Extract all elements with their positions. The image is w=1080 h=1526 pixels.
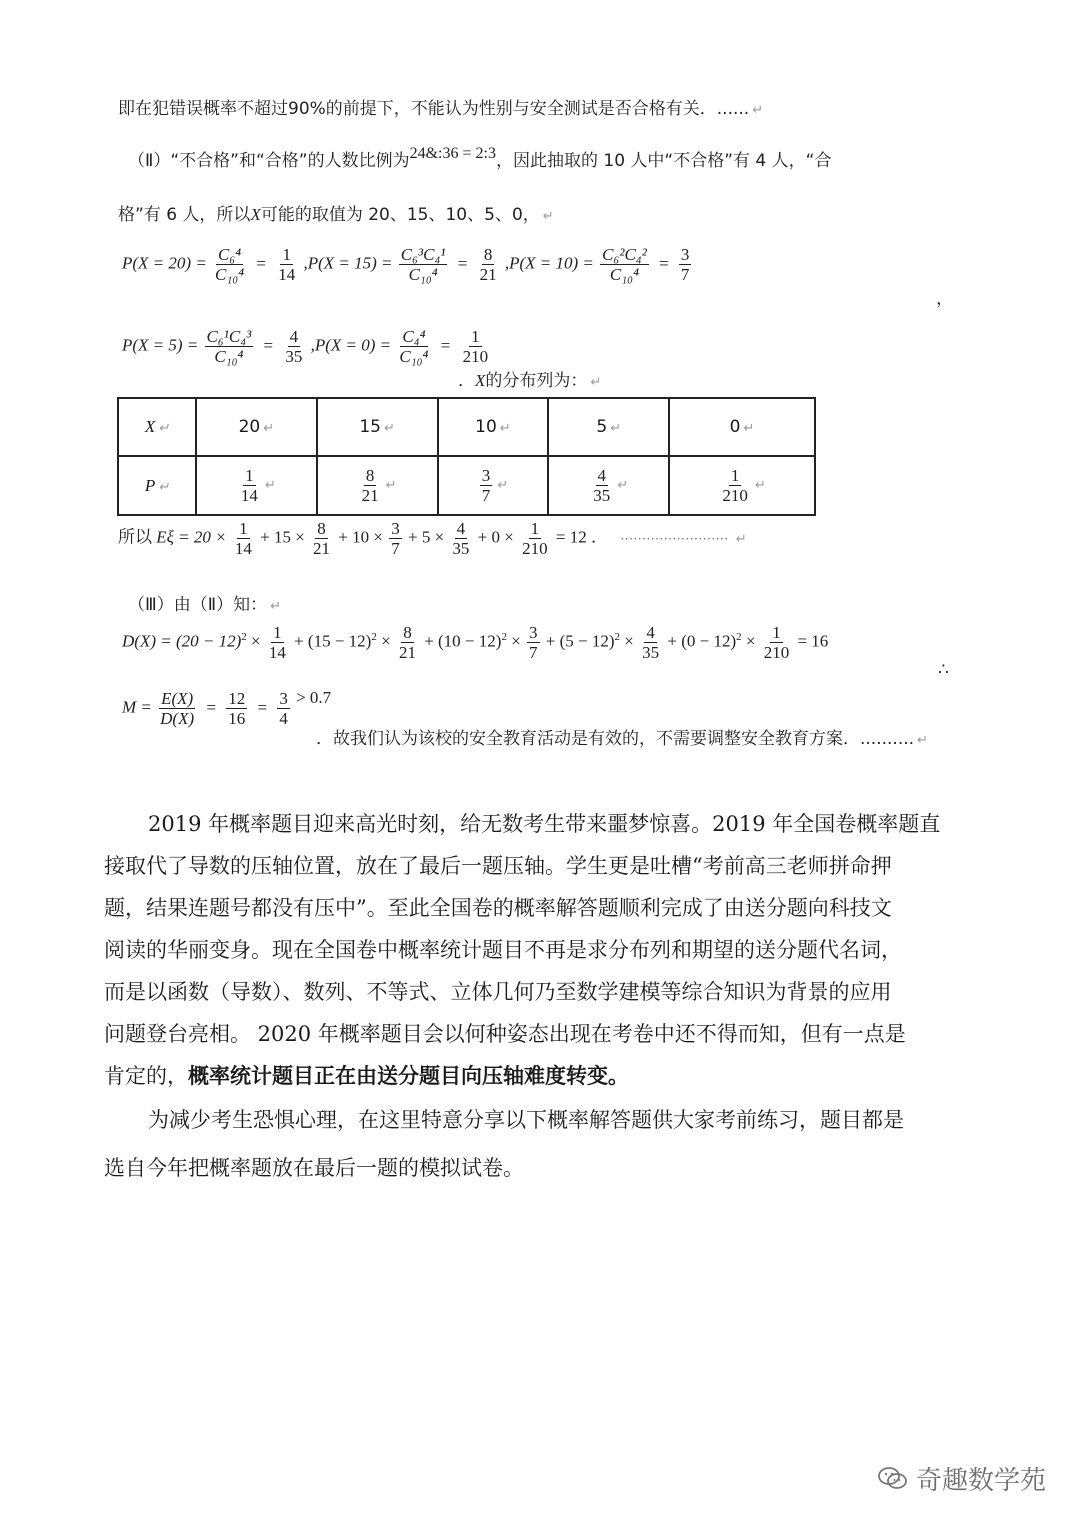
- variance-line: [122, 624, 828, 662]
- article-line: 接取代了导数的压轴位置，放在了最后一题压轴。学生更是吐槽“考前高三老师拼命押: [104, 854, 892, 878]
- p-den: 21: [361, 486, 379, 505]
- expect-term: + 0 ×: [477, 527, 514, 547]
- article-bold-statement: 概率统计题目正在由送分题目向压轴难度转变。: [188, 1064, 629, 1088]
- prob-line-1: P(X = 20) = $\frac{\text{C₆⁴}}{\text{C₁₀⁴}}$ = $\frac{1}{14}$ ,P(X = 15) = $\frac{\text{C₆³C₄¹}}{\text{C₁₀⁴}}$ = $\frac{8}{21}$ ,P(X = 10) = $\frac{\text{C₆²C₄²}}{\text{C₁₀⁴}}$ = $\frac{3}{7}$: [122, 245, 690, 285]
- dist-label-text: 的分布列为：: [485, 371, 588, 391]
- trailing-comma: ，: [936, 289, 953, 308]
- expect-frac-den: 14: [234, 539, 252, 559]
- article-line: 阅读的华丽变身。现在全国卷中概率统计题目不再是求分布列和期望的送分题代名词，: [104, 938, 902, 962]
- var-frac-num: 8: [403, 623, 412, 642]
- m-den: D(X): [160, 709, 195, 729]
- values-line-prefix: 格”有 6 人，所以: [118, 205, 251, 225]
- expect-frac-num: 8: [317, 519, 326, 538]
- p20-lhs: P(X = 20) =: [122, 253, 207, 273]
- m-v2-den: 4: [279, 709, 288, 729]
- expect-frac-num: 3: [391, 519, 400, 538]
- square-sup: 2: [614, 631, 621, 644]
- p10-value-den: 7: [680, 265, 690, 285]
- m-num: E(X): [161, 689, 194, 708]
- p15-comb-num: C₆³C₄¹: [400, 245, 446, 264]
- var-frac-num: 4: [646, 623, 655, 642]
- expect-lhs: Eξ = 20 ×: [156, 527, 227, 547]
- article-line: 为减少考生恐惧心理，在这里特意分享以下概率解答题供大家考前练习，题目都是: [148, 1108, 904, 1132]
- table-head-x: [118, 398, 196, 456]
- ratio-expression: 24&:36 = 2:3: [409, 145, 496, 162]
- times-sign: ×: [624, 631, 634, 651]
- p5-comb-den: C₁₀⁴: [214, 347, 244, 367]
- expect-term: + 15 ×: [260, 527, 305, 547]
- table-head-p: [118, 456, 196, 515]
- p20-comb-num: C₆⁴: [218, 245, 242, 264]
- distribution-table: [117, 397, 816, 516]
- p0-comb-num: C₄⁴: [402, 327, 426, 346]
- return-mark: ↵: [610, 421, 622, 436]
- expect-frac-den: 35: [452, 539, 470, 559]
- part3-text: （Ⅲ）由（Ⅱ）知：: [128, 595, 268, 615]
- article-last-prefix: 肯定的，: [104, 1064, 188, 1088]
- times-sign: ×: [511, 631, 521, 651]
- return-mark: ↵: [270, 599, 281, 614]
- p-den: 35: [593, 486, 611, 505]
- return-mark: ↵: [617, 477, 629, 493]
- conclusion-text: ．故我们认为该校的安全教育活动是有效的，不需要调整安全教育方案．..........: [316, 729, 915, 749]
- return-mark: ↵: [497, 477, 509, 493]
- p0-comb-frac: [397, 328, 430, 366]
- times-sign: ×: [251, 631, 261, 651]
- p20-comb-frac: [213, 246, 246, 284]
- var-frac-den: 7: [529, 643, 538, 663]
- table-cell-x: [548, 398, 669, 456]
- p0-value-num: 1: [471, 327, 480, 346]
- m-v2-num: 3: [279, 689, 288, 708]
- return-mark: ↵: [499, 421, 511, 436]
- article-line: 选自今年把概率题放在最后一题的模拟试卷。: [104, 1156, 524, 1180]
- p10-comb-frac: [600, 246, 649, 284]
- var-frac-den: 14: [268, 643, 286, 663]
- table-cell-p: [317, 456, 438, 515]
- p20-comb-den: C₁₀⁴: [215, 265, 245, 285]
- watermark-text: 奇趣数学苑: [916, 1466, 1047, 1496]
- therefore-symbol: ∴: [938, 660, 949, 679]
- p10-lhs: ,P(X = 10) =: [504, 253, 594, 273]
- square-sup: 2: [371, 631, 377, 644]
- expect-term: + 5 ×: [407, 527, 445, 547]
- var-lhs: D(X) = (20 − 12): [122, 631, 242, 651]
- p15-value-num: 8: [483, 245, 493, 264]
- table-cell-x: [669, 398, 815, 456]
- article-line: 题，结果连题号都没有压中”。至此全国卷的概率解答题顺利完成了由送分题向科技文: [104, 896, 892, 920]
- var-term: + (10 − 12): [424, 631, 502, 651]
- expect-frac-den: 210: [522, 539, 548, 559]
- p10-comb-num: C₆²C₄²: [602, 245, 647, 264]
- dist-label: [458, 366, 601, 391]
- x-value: 10: [475, 417, 497, 437]
- p5-comb-frac: [205, 328, 254, 366]
- m-result: > 0.7: [296, 687, 332, 707]
- x-head-text: X: [144, 417, 156, 436]
- return-mark: ↵: [735, 530, 747, 546]
- return-mark: ↵: [383, 421, 395, 436]
- p0-comb-den: C₁₀⁴: [399, 347, 429, 367]
- return-mark: ↵: [542, 209, 554, 224]
- return-mark: ↵: [743, 421, 755, 436]
- times-sign: ×: [745, 631, 756, 651]
- conclusion-line: [316, 724, 928, 749]
- table-cell-p: [438, 456, 549, 515]
- p0-lhs: ,P(X = 0) =: [310, 335, 392, 355]
- m-lhs: M =: [122, 697, 152, 717]
- wechat-icon: [878, 1466, 908, 1492]
- return-mark: ↵: [754, 477, 766, 493]
- p5-value-frac: [283, 328, 304, 366]
- values-line-suffix: 可能的取值为 20、15、10、5、0，: [260, 205, 540, 225]
- x-value: 15: [359, 417, 381, 437]
- m-v1-den: 16: [228, 709, 246, 729]
- article-line: 问题登台亮相。 2020 年概率题目会以何种姿态出现在考卷中还不得而知，但有一点是: [104, 1022, 906, 1046]
- return-mark: ↵: [590, 375, 602, 390]
- part2-prefix: （Ⅱ）“不合格”和“合格”的人数比例为: [128, 151, 410, 171]
- square-sup: 2: [736, 631, 742, 644]
- p5-comb-num: C₆¹C₄³: [206, 327, 252, 346]
- var-term: + (0 − 12): [667, 631, 737, 651]
- solution-line-1: [118, 94, 763, 119]
- p20-value-frac: [276, 246, 297, 284]
- part2-line: [128, 146, 831, 171]
- square-sup: 2: [501, 631, 507, 644]
- return-mark: ↵: [917, 733, 928, 748]
- return-mark: ↵: [752, 103, 764, 118]
- var-result: = 16: [797, 631, 829, 651]
- times-sign: ×: [381, 631, 391, 651]
- p0-value-frac: [461, 328, 491, 366]
- p-head-text: P: [144, 475, 156, 495]
- p5-value-den: 35: [285, 347, 303, 367]
- var-frac-den: 21: [398, 643, 416, 663]
- square-sup: 2: [241, 631, 247, 644]
- values-line: [118, 200, 554, 225]
- prob-line-2: P(X = 5) = $\frac{\text{C₆¹C₄³}}{\text{C₁₀⁴}}$ = $\frac{4}{35}$ ,P(X = 0) = $\frac{\text{C₄⁴}}{\text{C₁₀⁴}}$ = $\frac{1}{210}$: [122, 327, 489, 367]
- expect-prefix: 所以: [118, 527, 152, 547]
- x-value: 5: [596, 417, 608, 437]
- p10-comb-den: C₁₀⁴: [609, 265, 639, 285]
- table-cell-p: [196, 456, 317, 515]
- expect-result: = 12 ．: [555, 527, 608, 547]
- return-mark: ↵: [158, 420, 170, 435]
- p10-value-frac: [679, 246, 692, 284]
- p10-value-num: 3: [680, 245, 690, 264]
- p-num: 8: [365, 465, 375, 485]
- part3-heading: [128, 590, 281, 615]
- return-mark: ↵: [158, 478, 170, 494]
- table-cell-x: [317, 398, 438, 456]
- var-frac-num: 3: [529, 623, 538, 642]
- x-value: 20: [238, 417, 261, 437]
- p-den: 210: [722, 486, 748, 505]
- return-mark: ↵: [264, 477, 276, 493]
- p5-lhs: P(X = 5) =: [122, 335, 199, 355]
- return-mark: ↵: [263, 421, 275, 436]
- table-row-p: [118, 456, 815, 515]
- watermark: [878, 1460, 1046, 1497]
- expect-term: + 10 ×: [338, 527, 383, 547]
- var-frac-den: 210: [763, 643, 790, 663]
- dist-label-prefix: ．: [458, 371, 475, 391]
- solution-line-1-text: 即在犯错误概率不超过90%的前提下，不能认为性别与安全测试是否合格有关．......: [118, 99, 750, 119]
- m-ratio-line: M = $\frac{E(X)}{D(X)}$ = $\frac{12}{16}$ = $\frac{3}{4}$ > 0.7: [122, 687, 332, 729]
- article-line-last: [104, 1060, 629, 1090]
- table-cell-p: [669, 456, 815, 515]
- var-frac-den: 35: [642, 643, 660, 663]
- part2-suffix: ，因此抽取的 10 人中“不合格”有 4 人，“合: [495, 151, 832, 171]
- variable-x: X: [250, 205, 261, 224]
- article-line: 2019 年概率题目迎来高光时刻，给无数考生带来噩梦惊喜。2019 年全国卷概率题直: [148, 812, 941, 836]
- p-num: 3: [481, 465, 491, 485]
- p-num: 1: [730, 465, 740, 485]
- x-value: 0: [729, 417, 741, 437]
- p15-comb-frac: [399, 246, 448, 284]
- p0-value-den: 210: [462, 347, 489, 367]
- expect-frac-den: 7: [391, 539, 400, 559]
- expect-frac-num: 1: [239, 519, 248, 538]
- p-num: 4: [597, 465, 607, 485]
- var-term: + (5 − 12): [545, 631, 615, 651]
- p15-value-den: 21: [479, 265, 497, 285]
- p-den: 14: [240, 486, 258, 505]
- table-cell-p: [548, 456, 669, 515]
- expect-frac-num: 1: [530, 519, 540, 538]
- m-v1-num: 12: [228, 689, 246, 708]
- p15-lhs: ,P(X = 15) =: [303, 253, 393, 273]
- p-den: 7: [481, 486, 491, 505]
- p-num: 1: [245, 465, 254, 485]
- p5-value-num: 4: [289, 327, 299, 346]
- var-frac-num: 1: [273, 623, 282, 642]
- return-mark: ↵: [385, 477, 397, 493]
- expectation-line: [118, 520, 747, 558]
- article-line: 而是以函数（导数）、数列、不等式、立体几何乃至数学建模等综合知识为背景的应用: [104, 980, 892, 1004]
- table-cell-x: [196, 398, 317, 456]
- table-row-x: [118, 398, 815, 456]
- p15-comb-den: C₁₀⁴: [408, 265, 438, 285]
- expect-frac-num: 4: [456, 519, 466, 538]
- p20-value-num: 1: [282, 245, 291, 264]
- table-cell-x: [438, 398, 549, 456]
- var-term: + (15 − 12): [294, 631, 372, 651]
- expect-dots: ·························: [620, 530, 729, 546]
- p20-value-den: 14: [278, 265, 296, 285]
- expect-frac-den: 21: [313, 539, 331, 559]
- variable-x: X: [475, 371, 486, 390]
- var-frac-num: 1: [772, 623, 781, 642]
- p15-value-frac: [478, 246, 499, 284]
